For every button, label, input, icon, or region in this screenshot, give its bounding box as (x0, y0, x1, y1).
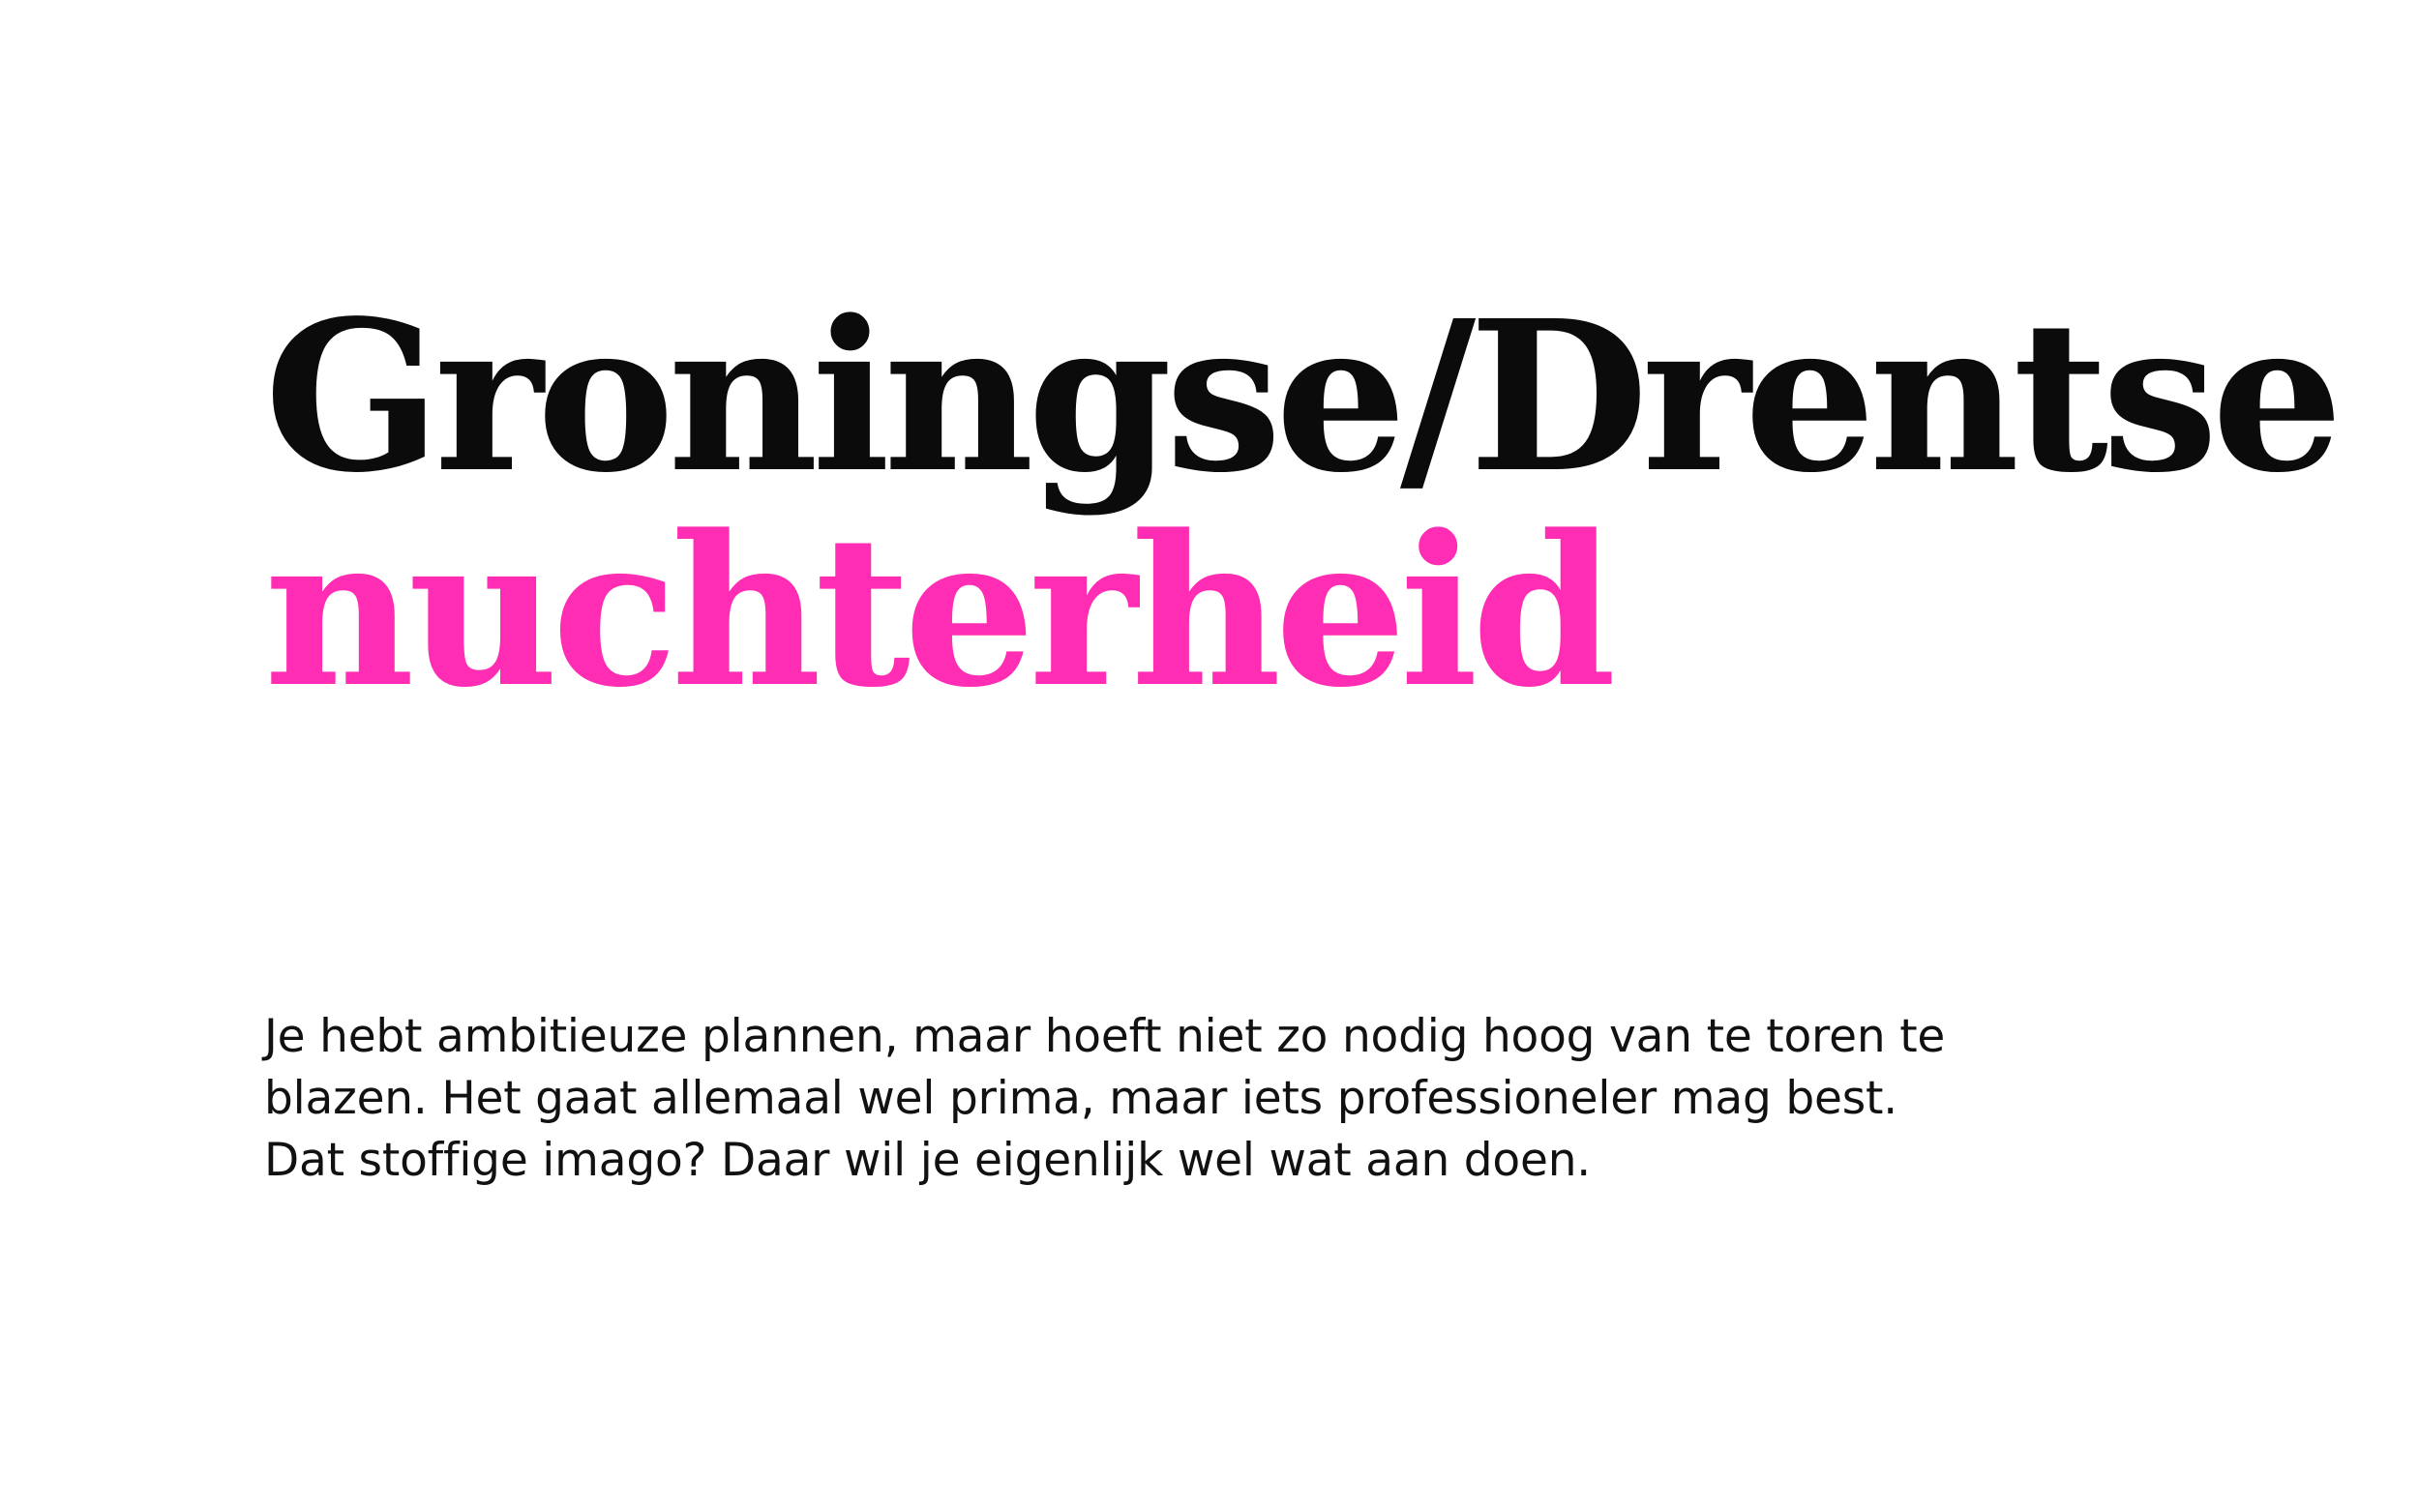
headline-line-accent: nuchterheid (264, 490, 1610, 733)
page-headline (264, 276, 2337, 733)
hero-section (264, 276, 2337, 733)
intro-line-2: blazen. Het gaat allemaal wel prima, maar iets professioneler mag best. (264, 1072, 1897, 1125)
intro-paragraph (264, 1006, 2199, 1192)
headline-line-primary: Groningse/Drentse (264, 276, 2337, 519)
intro-line-3: Dat stoffige imago? Daar wil je eigenlijk wel wat aan doen. (264, 1134, 1592, 1187)
intro-line-1: Je hebt ambitieuze plannen, maar hoeft niet zo nodig hoog van te toren te (264, 1010, 1946, 1063)
